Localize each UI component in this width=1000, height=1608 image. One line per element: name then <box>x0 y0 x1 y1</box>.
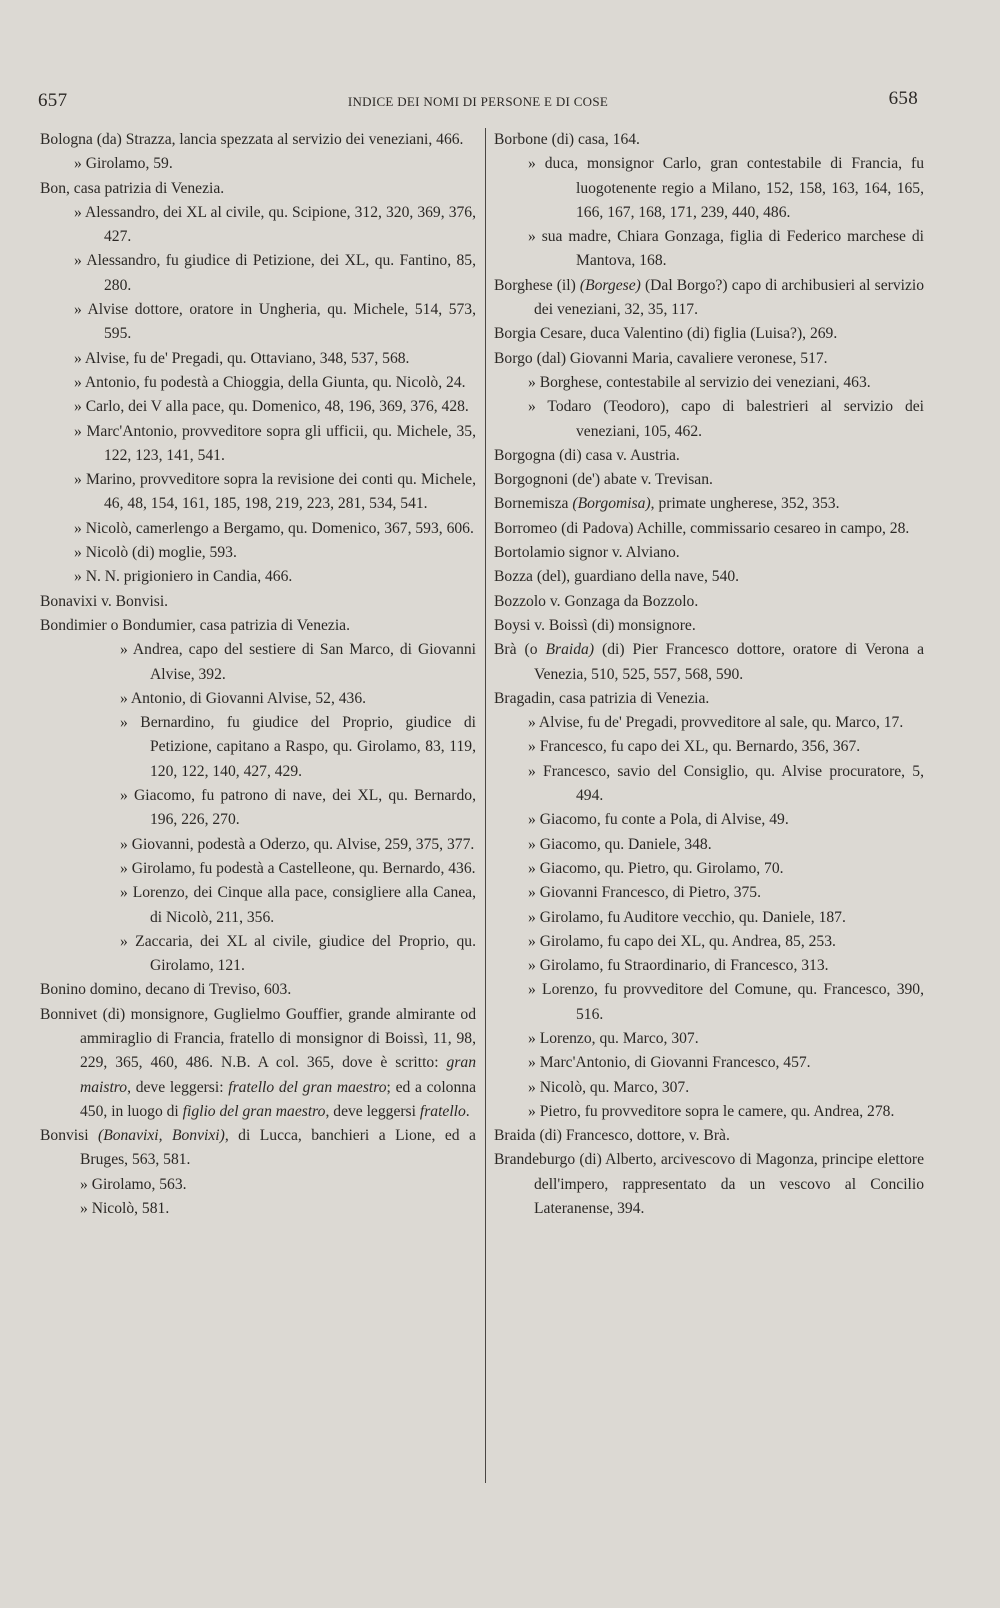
index-entry: Bozzolo v. Gonzaga da Bozzolo. <box>494 592 699 610</box>
index-entry: » Girolamo, fu Straordinario, di Francesco, 313. <box>528 957 829 975</box>
column-divider <box>485 128 486 1483</box>
index-entry: » Pietro, fu provveditore sopra le camere, qu. Andrea, 278. <box>528 1102 895 1120</box>
index-entry: » Giacomo, qu. Pietro, qu. Girolamo, 70. <box>528 859 784 877</box>
index-entry: » Todaro (Teodoro), capo di balestrieri al servizio dei veneziani, 105, 462. <box>528 398 924 440</box>
index-entry: » Alvise, fu de' Pregadi, qu. Ottaviano, 348, 537, 568. <box>74 349 410 367</box>
index-entry: » Nicolò, 581. <box>80 1200 170 1218</box>
index-entry: » Alvise, fu de' Pregadi, provveditore al sale, qu. Marco, 17. <box>528 714 904 732</box>
index-entry: Borromeo (di Padova) Achille, commissario cesareo in campo, 28. <box>494 519 910 537</box>
index-entry: » Lorenzo, qu. Marco, 307. <box>528 1029 699 1047</box>
index-entry: Bologna (da) Strazza, lancia spezzata al servizio dei veneziani, 466. <box>40 131 464 148</box>
index-column-left <box>40 128 476 1221</box>
index-entry: Bonnivet (di) monsignore, Guglielmo Gouffier, grande almirante od ammiraglio di Francia, fratello di monsignor di Boissì, 11, 98, 229, 365, 460, 486. N.B. A col. 365, dove è scritto: gran maistro, deve leggersi: fratello del gran maestro; ed a colonna 450, in luogo di figlio del gran maestro, deve leggersi fratello. <box>40 1005 476 1120</box>
index-entry: Borgo (dal) Giovanni Maria, cavaliere veronese, 517. <box>494 349 828 367</box>
index-entry: » sua madre, Chiara Gonzaga, figlia di Federico marchese di Mantova, 168. <box>528 228 924 270</box>
index-entry: Bondimier o Bondumier, casa patrizia di Venezia. <box>40 616 351 634</box>
index-entry: Borgogna (di) casa v. Austria. <box>494 446 680 464</box>
index-entry: » Girolamo, 59. <box>74 155 173 173</box>
index-entry: » Nicolò, qu. Marco, 307. <box>528 1078 690 1096</box>
index-entry: Borgognoni (de') abate v. Trevisan. <box>494 471 713 489</box>
index-entry: » Giovanni Francesco, di Pietro, 375. <box>528 884 762 902</box>
index-entry: » Giovanni, podestà a Oderzo, qu. Alvise, 259, 375, 377. <box>120 835 475 853</box>
page-number-right: 658 <box>888 88 918 109</box>
index-entry: Borgia Cesare, duca Valentino (di) figlia (Luisa?), 269. <box>494 325 838 343</box>
index-entry: » Giacomo, qu. Daniele, 348. <box>528 835 712 853</box>
index-entry: » Alvise dottore, oratore in Ungheria, qu. Michele, 514, 573, 595. <box>74 301 476 343</box>
index-entry: » Girolamo, fu capo dei XL, qu. Andrea, 85, 253. <box>528 932 836 950</box>
index-entry: » Antonio, fu podestà a Chioggia, della Giunta, qu. Nicolò, 24. <box>74 373 466 391</box>
index-entry: Borghese (il) (Borgese) (Dal Borgo?) capo di archibusieri al servizio dei veneziani, 32, 35, 117. <box>494 276 924 319</box>
index-entry: » Giacomo, fu conte a Pola, di Alvise, 49. <box>528 811 789 829</box>
index-entry: » Francesco, fu capo dei XL, qu. Bernardo, 356, 367. <box>528 738 861 756</box>
index-entry: » Girolamo, fu podestà a Castelleone, qu. Bernardo, 436. <box>120 859 476 877</box>
index-entry: Bragadin, casa patrizia di Venezia. <box>494 689 710 707</box>
index-entry: » Nicolò (di) moglie, 593. <box>74 544 237 562</box>
index-entry: » Giacomo, fu patrono di nave, dei XL, qu. Bernardo, 196, 226, 270. <box>120 787 476 829</box>
index-entry: » Alessandro, fu giudice di Petizione, dei XL, qu. Fantino, 85, 280. <box>74 252 476 294</box>
index-entry: » Lorenzo, fu provveditore del Comune, qu. Francesco, 390, 516. <box>528 981 924 1023</box>
index-entry: » Alessandro, dei XL al civile, qu. Scipione, 312, 320, 369, 376, 427. <box>74 203 476 246</box>
index-entry: » Zaccaria, dei XL al civile, giudice del Proprio, qu. Girolamo, 121. <box>120 932 476 975</box>
running-title: INDICE DEI NOMI DI PERSONE E DI COSE <box>347 94 609 109</box>
index-entry: Bon, casa patrizia di Venezia. <box>40 179 225 197</box>
index-entry: Bonino domino, decano di Treviso, 603. <box>40 981 292 999</box>
index-entry: » N. N. prigioniero in Candia, 466. <box>74 568 293 586</box>
index-entry: » duca, monsignor Carlo, gran contestabile di Francia, fu luogotenente regio a Milano, 152, 158, 163, 164, 165, 166, 167, 168, 171, 239, 440, 486. <box>528 155 924 221</box>
index-entry: Braida (di) Francesco, dottore, v. Brà. <box>494 1127 730 1145</box>
page-number-left: 657 <box>38 90 68 111</box>
index-entry: » Marc'Antonio, provveditore sopra gli ufficii, qu. Michele, 35, 122, 123, 141, 541. <box>74 422 476 464</box>
index-entry: » Andrea, capo del sestiere di San Marco, di Giovanni Alvise, 392. <box>120 641 476 683</box>
index-column-right <box>494 128 924 1221</box>
index-entry: » Girolamo, fu Auditore vecchio, qu. Daniele, 187. <box>528 908 846 926</box>
index-entry: Borbone (di) casa, 164. <box>494 131 640 148</box>
index-entry: » Lorenzo, dei Cinque alla pace, consigliere alla Canea, di Nicolò, 211, 356. <box>120 884 476 926</box>
index-entry: » Marc'Antonio, di Giovanni Francesco, 457. <box>528 1054 811 1072</box>
index-entry: » Marino, provveditore sopra la revisione dei conti qu. Michele, 46, 48, 154, 161, 185, 198, 219, 223, 281, 534, 541. <box>74 471 476 513</box>
index-entry: Bortolamio signor v. Alviano. <box>494 544 680 562</box>
index-entry: Bornemisza (Borgomisa), primate ungherese, 352, 353. <box>494 495 840 513</box>
index-entry: » Antonio, di Giovanni Alvise, 52, 436. <box>120 689 367 707</box>
index-entry: Bonavixi v. Bonvisi. <box>40 592 169 610</box>
index-entry: » Girolamo, 563. <box>80 1175 187 1193</box>
index-entry: » Francesco, savio del Consiglio, qu. Alvise procuratore, 5, 494. <box>528 762 924 805</box>
index-entry: » Carlo, dei V alla pace, qu. Domenico, 48, 196, 369, 376, 428. <box>74 398 469 416</box>
index-entry: Bonvisi (Bonavixi, Bonvixi), di Lucca, banchieri a Lione, ed a Bruges, 563, 581. <box>40 1127 476 1169</box>
index-entry: » Borghese, contestabile al servizio dei veneziani, 463. <box>528 373 871 391</box>
index-entry: Boysi v. Boissì (di) monsignore. <box>494 616 696 634</box>
index-entry: » Nicolò, camerlengo a Bergamo, qu. Domenico, 367, 593, 606. <box>74 519 474 537</box>
index-entry: Brandeburgo (di) Alberto, arcivescovo di Magonza, principe elettore dell'impero, rappresentato da un vescovo al Concilio Lateranense, 394. <box>494 1151 924 1218</box>
page-header <box>38 88 918 116</box>
index-entry: » Bernardino, fu giudice del Proprio, giudice di Petizione, capitano a Raspo, qu. Girolamo, 83, 119, 120, 122, 140, 427, 429. <box>120 714 476 780</box>
index-entry: Bozza (del), guardiano della nave, 540. <box>494 568 740 586</box>
index-entry: Brà (o Braida) (di) Pier Francesco dottore, oratore di Verona a Venezia, 510, 525, 557, 568, 590. <box>494 641 924 683</box>
